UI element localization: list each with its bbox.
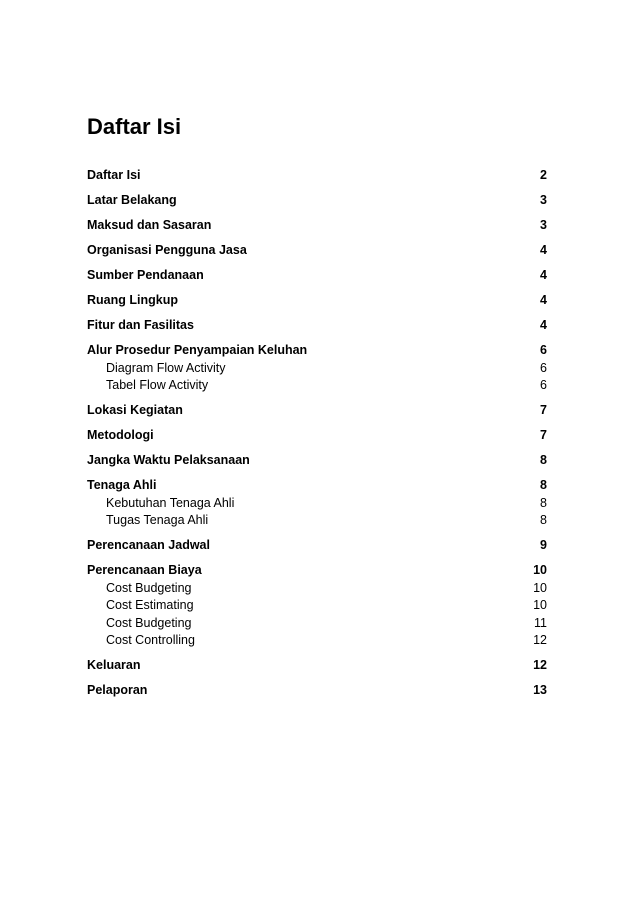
toc-entry[interactable]: [87, 217, 547, 235]
toc-entry-label: Organisasi Pengguna Jasa: [87, 243, 247, 257]
toc-page-number: 10: [533, 563, 547, 577]
toc-entry-label: Tugas Tenaga Ahli: [106, 513, 209, 527]
toc-subentry[interactable]: [87, 632, 547, 650]
toc-entry[interactable]: [87, 537, 547, 555]
toc-page-number: 2: [540, 168, 547, 182]
toc-entry[interactable]: [87, 452, 547, 470]
toc-page-number: 11: [534, 615, 547, 630]
toc-page-number: 9: [540, 538, 547, 552]
toc-entry[interactable]: [87, 682, 547, 700]
toc-entry[interactable]: [87, 242, 547, 260]
toc-entry[interactable]: [87, 292, 547, 310]
toc-entry[interactable]: [87, 192, 547, 210]
toc-page-number: 6: [540, 378, 547, 392]
toc-entry[interactable]: [87, 562, 547, 580]
toc-entry-label: Fitur dan Fasilitas: [87, 318, 194, 332]
toc-entry-label: Ruang Lingkup: [87, 293, 178, 307]
toc-page-number: 7: [540, 403, 547, 417]
table-of-contents: [87, 167, 547, 700]
toc-page-number: 4: [540, 268, 547, 282]
toc-entry-label: Kebutuhan Tenaga Ahli: [106, 495, 235, 510]
toc-page-number: 6: [540, 360, 547, 375]
toc-page-number: 10: [533, 598, 547, 612]
toc-subentry[interactable]: [87, 615, 547, 633]
toc-page-number: 8: [540, 478, 547, 492]
toc-subentry[interactable]: [87, 495, 547, 513]
toc-page-number: 4: [540, 318, 547, 332]
toc-page-number: 3: [540, 218, 547, 232]
toc-entry-label: Cost Estimating: [106, 598, 194, 612]
toc-entry-label: Alur Prosedur Penyampaian Keluhan: [87, 343, 308, 357]
toc-entry-label: Perencanaan Biaya: [87, 563, 202, 577]
toc-page-number: 7: [540, 428, 547, 442]
toc-entry[interactable]: [87, 402, 547, 420]
toc-entry[interactable]: [87, 267, 547, 285]
toc-entry[interactable]: [87, 657, 547, 675]
toc-page-number: 12: [533, 658, 547, 672]
toc-entry[interactable]: [87, 167, 547, 185]
toc-entry-label: Tenaga Ahli: [87, 478, 157, 492]
toc-entry-label: Cost Budgeting: [106, 580, 192, 595]
toc-entry-label: Maksud dan Sasaran: [87, 218, 212, 232]
toc-page-number: 3: [540, 193, 547, 207]
toc-entry-label: Pelaporan: [87, 683, 148, 697]
toc-page-number: 4: [540, 243, 547, 257]
toc-entry-label: Latar Belakang: [87, 193, 177, 207]
toc-page-number: 8: [540, 513, 547, 527]
toc-subentry[interactable]: [87, 580, 547, 598]
toc-entry-label: Metodologi: [87, 428, 154, 442]
toc-page-number: 8: [540, 495, 547, 510]
toc-page-number: 10: [533, 580, 547, 595]
toc-entry-label: Tabel Flow Activity: [106, 378, 209, 392]
toc-subentry[interactable]: [87, 360, 547, 378]
toc-page-number: 6: [540, 343, 547, 357]
toc-subentry[interactable]: [87, 597, 547, 615]
toc-page-number: 8: [540, 453, 547, 467]
toc-entry-label: Jangka Waktu Pelaksanaan: [87, 453, 250, 467]
toc-entry-label: Sumber Pendanaan: [87, 268, 204, 282]
toc-entry-label: Diagram Flow Activity: [106, 360, 226, 375]
toc-entry-label: Perencanaan Jadwal: [87, 538, 210, 552]
toc-entry-label: Cost Budgeting: [106, 615, 192, 630]
toc-subentry[interactable]: [87, 512, 547, 530]
toc-page-number: 4: [540, 293, 547, 307]
toc-entry-label: Keluaran: [87, 658, 141, 672]
toc-entry-label: Lokasi Kegiatan: [87, 403, 183, 417]
page-title: Daftar Isi: [87, 114, 182, 139]
toc-entry[interactable]: [87, 317, 547, 335]
toc-entry[interactable]: [87, 477, 547, 495]
toc-page-number: 12: [533, 633, 547, 647]
toc-entry-label: Cost Controlling: [106, 633, 195, 647]
toc-entry-label: Daftar Isi: [87, 168, 141, 182]
toc-subentry[interactable]: [87, 377, 547, 395]
toc-entry[interactable]: [87, 427, 547, 445]
toc-entry[interactable]: [87, 342, 547, 360]
toc-page-number: 13: [533, 683, 547, 697]
